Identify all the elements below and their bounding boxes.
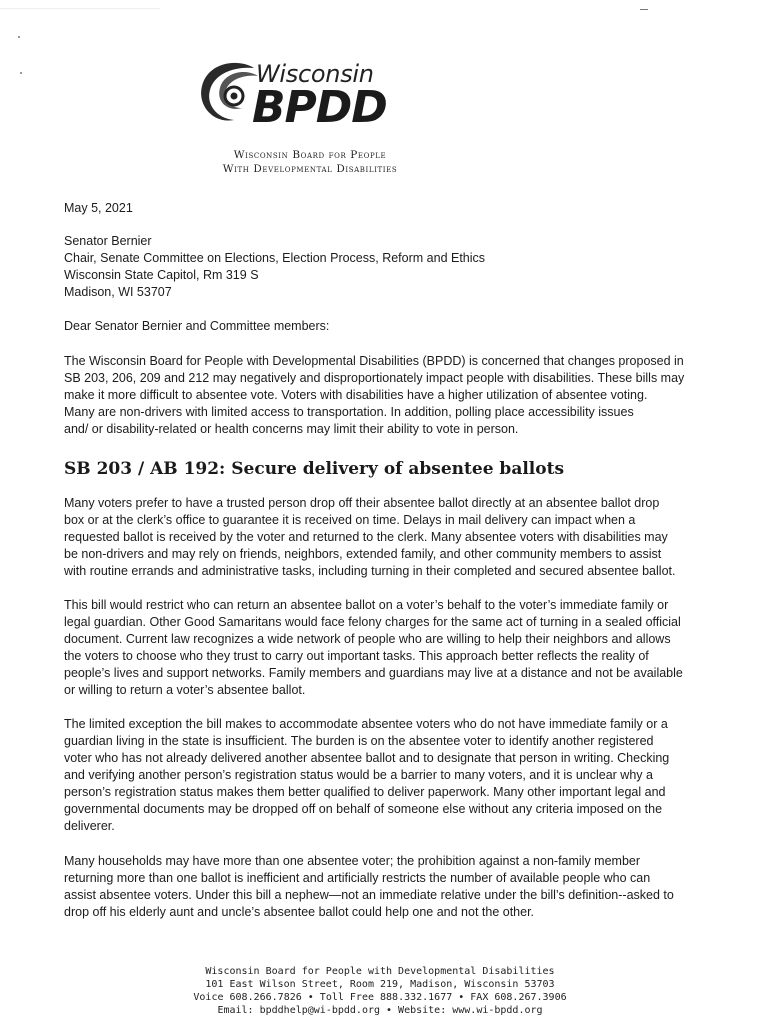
footer-tollfree: Toll Free 888.332.1677	[319, 992, 453, 1003]
paragraph-line: drop off his elderly aunt and uncle’s absentee ballot could help one and not the other.	[64, 905, 535, 919]
letter-footer	[120, 965, 640, 1017]
footer-street-address: 101 East Wilson Street, Room 219, Madison, Wisconsin 53703	[205, 979, 555, 990]
paragraph-line: deliverer.	[64, 819, 115, 833]
paragraph-line: Many are non-drivers with limited access to transportation. In addition, polling place accessibility issues	[64, 405, 634, 419]
paragraph-line: governmental documents may be dropped off on behalf of someone else without any criteria imposed on the	[64, 802, 663, 816]
body-paragraph	[64, 495, 700, 580]
org-name-line-2: With Developmental Disabilities	[222, 163, 398, 175]
scan-edge-line	[0, 8, 160, 9]
paragraph-line: This bill would restrict who can return an absentee ballot on a voter’s behalf to the voter’s immediate family or	[64, 598, 669, 612]
letter-date: May 5, 2021	[64, 201, 133, 215]
paragraph-line: SB 203, 206, 209 and 212 may negatively and disproportionately impact people with disabilities. These bills may	[64, 371, 685, 385]
paragraph-line: with routine errands and administrative tasks, including turning in their completed and secured absentee ballot.	[64, 564, 676, 578]
footer-website: Website: www.wi-bpdd.org	[398, 1005, 543, 1016]
paragraph-line: document. Current law recognizes a wide network of people who are willing to help their neighbors and allows	[64, 632, 671, 646]
paragraph-line: be non-drivers and may rely on friends, neighbors, extended family, and other community members to assist	[64, 547, 662, 561]
recipient-line: Wisconsin State Capitol, Rm 319 S	[64, 268, 259, 282]
intro-paragraph	[64, 353, 700, 438]
section-heading: SB 203 / AB 192: Secure delivery of absentee ballots	[64, 459, 565, 479]
paragraph-line: requested ballot is received by the voter and returned to the clerk. Many absentee voters with disabilities may	[64, 530, 668, 544]
paragraph-line: The Wisconsin Board for People with Developmental Disabilities (BPDD) is concerned that changes proposed in	[64, 354, 684, 368]
paragraph-line: the voters to choose who they trust to carry out important tasks. This approach better reflects the reality of	[64, 649, 649, 663]
paragraph-line: Many households may have more than one absentee voter; the prohibition against a non-family member	[64, 854, 641, 868]
paragraph-line: assist absentee voters. Under this bill a nephew—not an immediate relative under the bill’s definition--asked to	[64, 888, 674, 902]
footer-separator: •	[307, 992, 314, 1003]
footer-contact-line	[120, 1004, 640, 1017]
paragraph-line: make it more difficult to absentee vote. Voters with disabilities have a higher utilization of absentee voting.	[64, 388, 648, 402]
paragraph-line: or willing to return a voter’s absentee ballot.	[64, 683, 306, 697]
footer-org-name: Wisconsin Board for People with Developmental Disabilities	[205, 966, 555, 977]
paragraph-line: and/ or disability-related or health concerns may limit their ability to vote in person.	[64, 422, 519, 436]
footer-separator: •	[386, 1005, 393, 1016]
body-paragraph	[64, 597, 700, 699]
logo-bpdd-text: BPDD	[252, 82, 387, 133]
footer-voice: Voice 608.266.7826	[193, 992, 302, 1003]
scan-speck	[18, 36, 20, 38]
salutation: Dear Senator Bernier and Committee members:	[64, 319, 330, 333]
recipient-line: Chair, Senate Committee on Elections, Election Process, Reform and Ethics	[64, 251, 486, 265]
org-name-line-1: Wisconsin Board for People	[233, 149, 387, 161]
paragraph-line: Many voters prefer to have a trusted person drop off their absentee ballot directly at an absentee ballot drop	[64, 496, 660, 510]
footer-separator: •	[458, 992, 465, 1003]
paragraph-line: voter who has not already delivered another absentee ballot and to designate that person in writing. Checking	[64, 751, 670, 765]
paragraph-line: legal guardian. Other Good Samaritans would face felony charges for the same act of turning in a sealed official	[64, 615, 681, 629]
body-paragraph	[64, 853, 700, 921]
footer-phone-line	[120, 991, 640, 1004]
paragraph-line: box or at the clerk’s office to guarantee it is received on time. Delays in mail delivery can impact when a	[64, 513, 636, 527]
footer-email: Email: bpddhelp@wi-bpdd.org	[217, 1005, 381, 1016]
body-paragraph	[64, 716, 700, 835]
paragraph-line: guardian living in the state is insufficient. The burden is on the absentee voter to identify another registered	[64, 734, 654, 748]
bpdd-logo	[194, 56, 424, 156]
organization-name	[150, 148, 470, 176]
scan-speck	[20, 72, 22, 74]
scan-speck	[640, 9, 648, 10]
recipient-line: Senator Bernier	[64, 234, 152, 248]
paragraph-line: person’s registration status makes them better qualified to deliver paperwork. Many other important legal and	[64, 785, 666, 799]
recipient-line: Madison, WI 53707	[64, 285, 172, 299]
paragraph-line: returning more than one ballot is inefficient and artificially restricts the number of available people who can	[64, 871, 651, 885]
recipient-address	[64, 233, 700, 301]
footer-fax: FAX 608.267.3906	[470, 992, 567, 1003]
paragraph-line: people’s lives and support networks. Family members and guardians may live at a distance and not be available	[64, 666, 683, 680]
logo-wisconsin-text: Wisconsin	[256, 60, 374, 88]
paragraph-line: The limited exception the bill makes to accommodate absentee voters who do not have immediate family or a	[64, 717, 668, 731]
paragraph-line: and verifying another person’s registration status would be a barrier to many voters, and it is unclear why a	[64, 768, 653, 782]
